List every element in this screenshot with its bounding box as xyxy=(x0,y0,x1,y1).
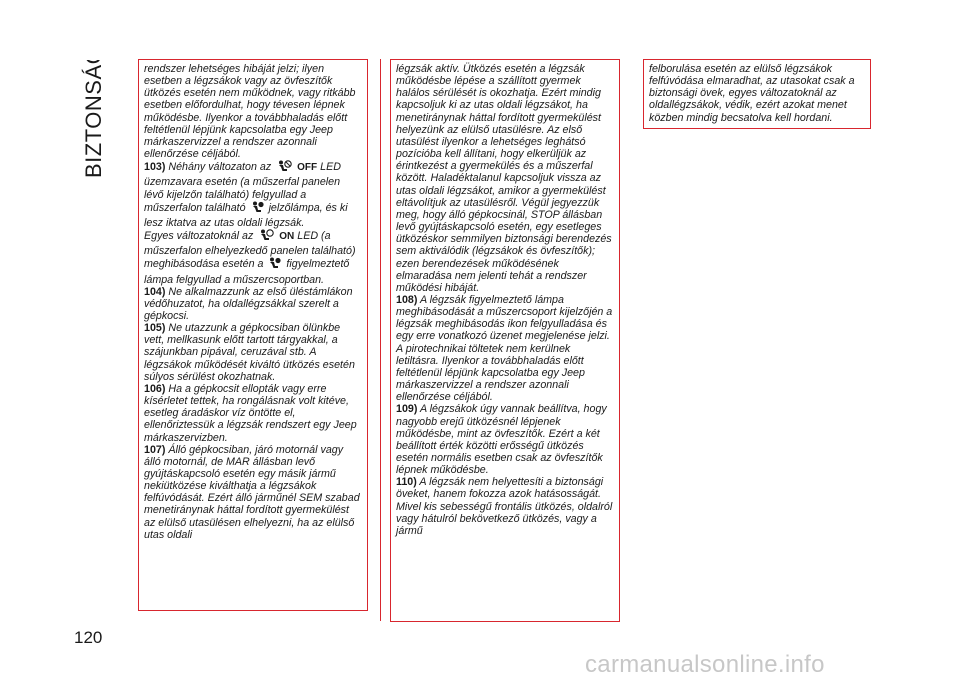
note-number-104: 104) xyxy=(144,285,166,298)
text-106: Ha a gépkocsit ellopták vagy erre kísérletet tettek, ha rongálásnak volt kitéve, esetleg áradáskor víz öntötte el, ellenőriztessük a légzsák rendszert egy Jeep márkaszervizben. xyxy=(144,382,357,444)
note-number-103: 103) xyxy=(144,161,166,174)
paragraph-110 xyxy=(396,476,614,537)
paragraph-103-on xyxy=(144,229,362,286)
note-number-110: 110) xyxy=(396,476,417,489)
text-107: Álló gépkocsiban, járó motornál vagy álló motornál, de MAR állásban levő gyújtáskapcsoló esetén egy másik jármű nekiütközése kiválthatja a légzsákok felfúvódását. Ezért álló járműnél SEM szabad menetiránynak háttal fordított gyermekülést az elülső utasülésen elhelyezni, ha az elülső utas oldali xyxy=(144,443,360,541)
text-103b-b: LED (a műszerfalon elhelyezkedő panelen található) meghibásodása esetén a xyxy=(144,230,356,271)
text-103-c: jelzőlámpa, és ki lesz iktatva az utas oldali légzsák. xyxy=(144,201,348,229)
note-number-107: 107) xyxy=(144,443,166,456)
note-number-108: 108) xyxy=(396,293,418,306)
text-105: Ne utazzunk a gépkocsiban ölünkbe vett, mellkasunk előtt tartott tárgyakkal, a szájunkban pipával, ceruzával stb. A légzsákok működését kiváltó ütközés esetén súlyos sérülést okozhatnak. xyxy=(144,322,355,383)
warning-column-3 xyxy=(643,59,871,129)
text-103b-a: Egyes változatoknál az xyxy=(144,230,254,243)
paragraph-intro: rendszer lehetséges hibáját jelzi; ilyen esetben a légzsákok vagy az övfeszítők ütközés esetén nem működnek, vagy ritkább esetben előfordulhat, hogy tévesen lépnek működésbe. Ilyenkor a továbbhaladás előtt feltétlenül lépjünk kapcsolatba egy Jeep márkaszervizzel a rendszer azonnali ellenőrzése céljából. xyxy=(144,63,356,161)
paragraph-105 xyxy=(144,322,362,383)
text-110: A légzsák nem helyettesíti a biztonsági öveket, hanem fokozza azok hatásosságát. Mivel kis sebességű frontális ütközés, oldalról vagy hátulról bekövetkező ütközés, vagy a jármű xyxy=(396,476,613,537)
text-103-a: Néhány változaton az xyxy=(168,161,272,174)
off-label: OFF xyxy=(297,162,318,174)
paragraph-106 xyxy=(144,383,362,444)
watermark: carmanualsonline.info xyxy=(585,651,825,678)
section-title-text: BIZTONSÁG xyxy=(81,60,106,178)
airbag-on-icon xyxy=(258,229,274,245)
airbag-warning-icon xyxy=(268,257,281,273)
text-103-b: LED üzemzavara esetén (a műszerfal panelen lévő kijelzőn található) felgyullad a műszerfalon található xyxy=(144,161,341,214)
text-108: A légzsák figyelmeztető lámpa meghibásodását a műszercsoport kijelzőjén a légzsák meghibásodás ikon felgyulladása és egy erre vonatkozó üzenet megjelenése jelzi. A pirotechnikai töltetek nem kerülnek letiltásra. Ilyenkor a továbbhaladás előtt feltétlenül lépjünk kapcsolatba egy Jeep márkaszervizzel a rendszer azonnali ellenőrzése céljából. xyxy=(396,293,613,404)
on-label: ON xyxy=(279,231,295,243)
note-number-105: 105) xyxy=(144,322,166,335)
paragraph-103 xyxy=(144,160,362,229)
paragraph-104 xyxy=(144,286,362,322)
note-number-106: 106) xyxy=(144,382,166,395)
paragraph-107 xyxy=(144,444,362,541)
airbag-off-icon xyxy=(276,160,292,176)
page-number: 120 xyxy=(74,628,103,647)
text-109: A légzsákok úgy vannak beállítva, hogy nagyobb erejű ütközésnél lépjenek működésbe, mint az övfeszítők. Ezért a két beállított érték közötti erősségű ütközés esetén normális esetben csak az övfeszítők lépnek működésbe. xyxy=(396,403,607,477)
note-number-109: 109) xyxy=(396,403,418,416)
warning-column-1 xyxy=(138,59,368,611)
paragraph-intro-2: légzsák aktív. Ütközés esetén a légzsák működésbe lépése a szállított gyermek halálos sérülését is okozhatja. Ezért mindig kapcsoljuk ki az utas oldali légzsákot, ha menetiránynak háttal fordított gyermekülést helyezünk az elülső utasülésre. Az első utasülést ilyenkor a lehetséges leghátsó pozícióba kell állítani, hogy elkerüljük az érintkezést a gyermekülés és a műszerfal között. Haladéktalanul kapcsoljuk vissza az utas oldali légzsákot, amikor a gyermekülést eltávolítjuk az utasülésről. Végül jegyezzük meg, hogy álló gépkocsinál, STOP állásban levő gyújtáskapcsoló esetén, egy esetleges ütközéskor semmilyen biztonsági berendezés sem aktiválódik (légzsákok és övfeszítők); ezen berendezések működésének elmaradása nem jelenti tehát a rendszer működési hibáját. xyxy=(396,63,612,294)
paragraph-col3: felborulása esetén az elülső légzsákok felfúvódása elmaradhat, az utasokat csak a biztonsági övek, egyes változatoknál az oldallégzsákok, védik, ezért azokat menet közben mindig becsatolva kell hordani. xyxy=(649,63,855,124)
column-divider xyxy=(380,59,381,621)
warning-column-2 xyxy=(390,59,620,622)
airbag-warning-icon xyxy=(251,201,264,217)
section-title xyxy=(68,60,110,180)
paragraph-108 xyxy=(396,294,614,403)
text-104: Ne alkalmazzunk az első üléstámlákon védőhuzatot, ha oldallégzsákkal szerelt a gépkocsi. xyxy=(144,285,353,322)
paragraph-109 xyxy=(396,403,614,476)
text-103b-c: figyelmeztető lámpa felgyullad a műszercsoportban. xyxy=(144,258,350,286)
